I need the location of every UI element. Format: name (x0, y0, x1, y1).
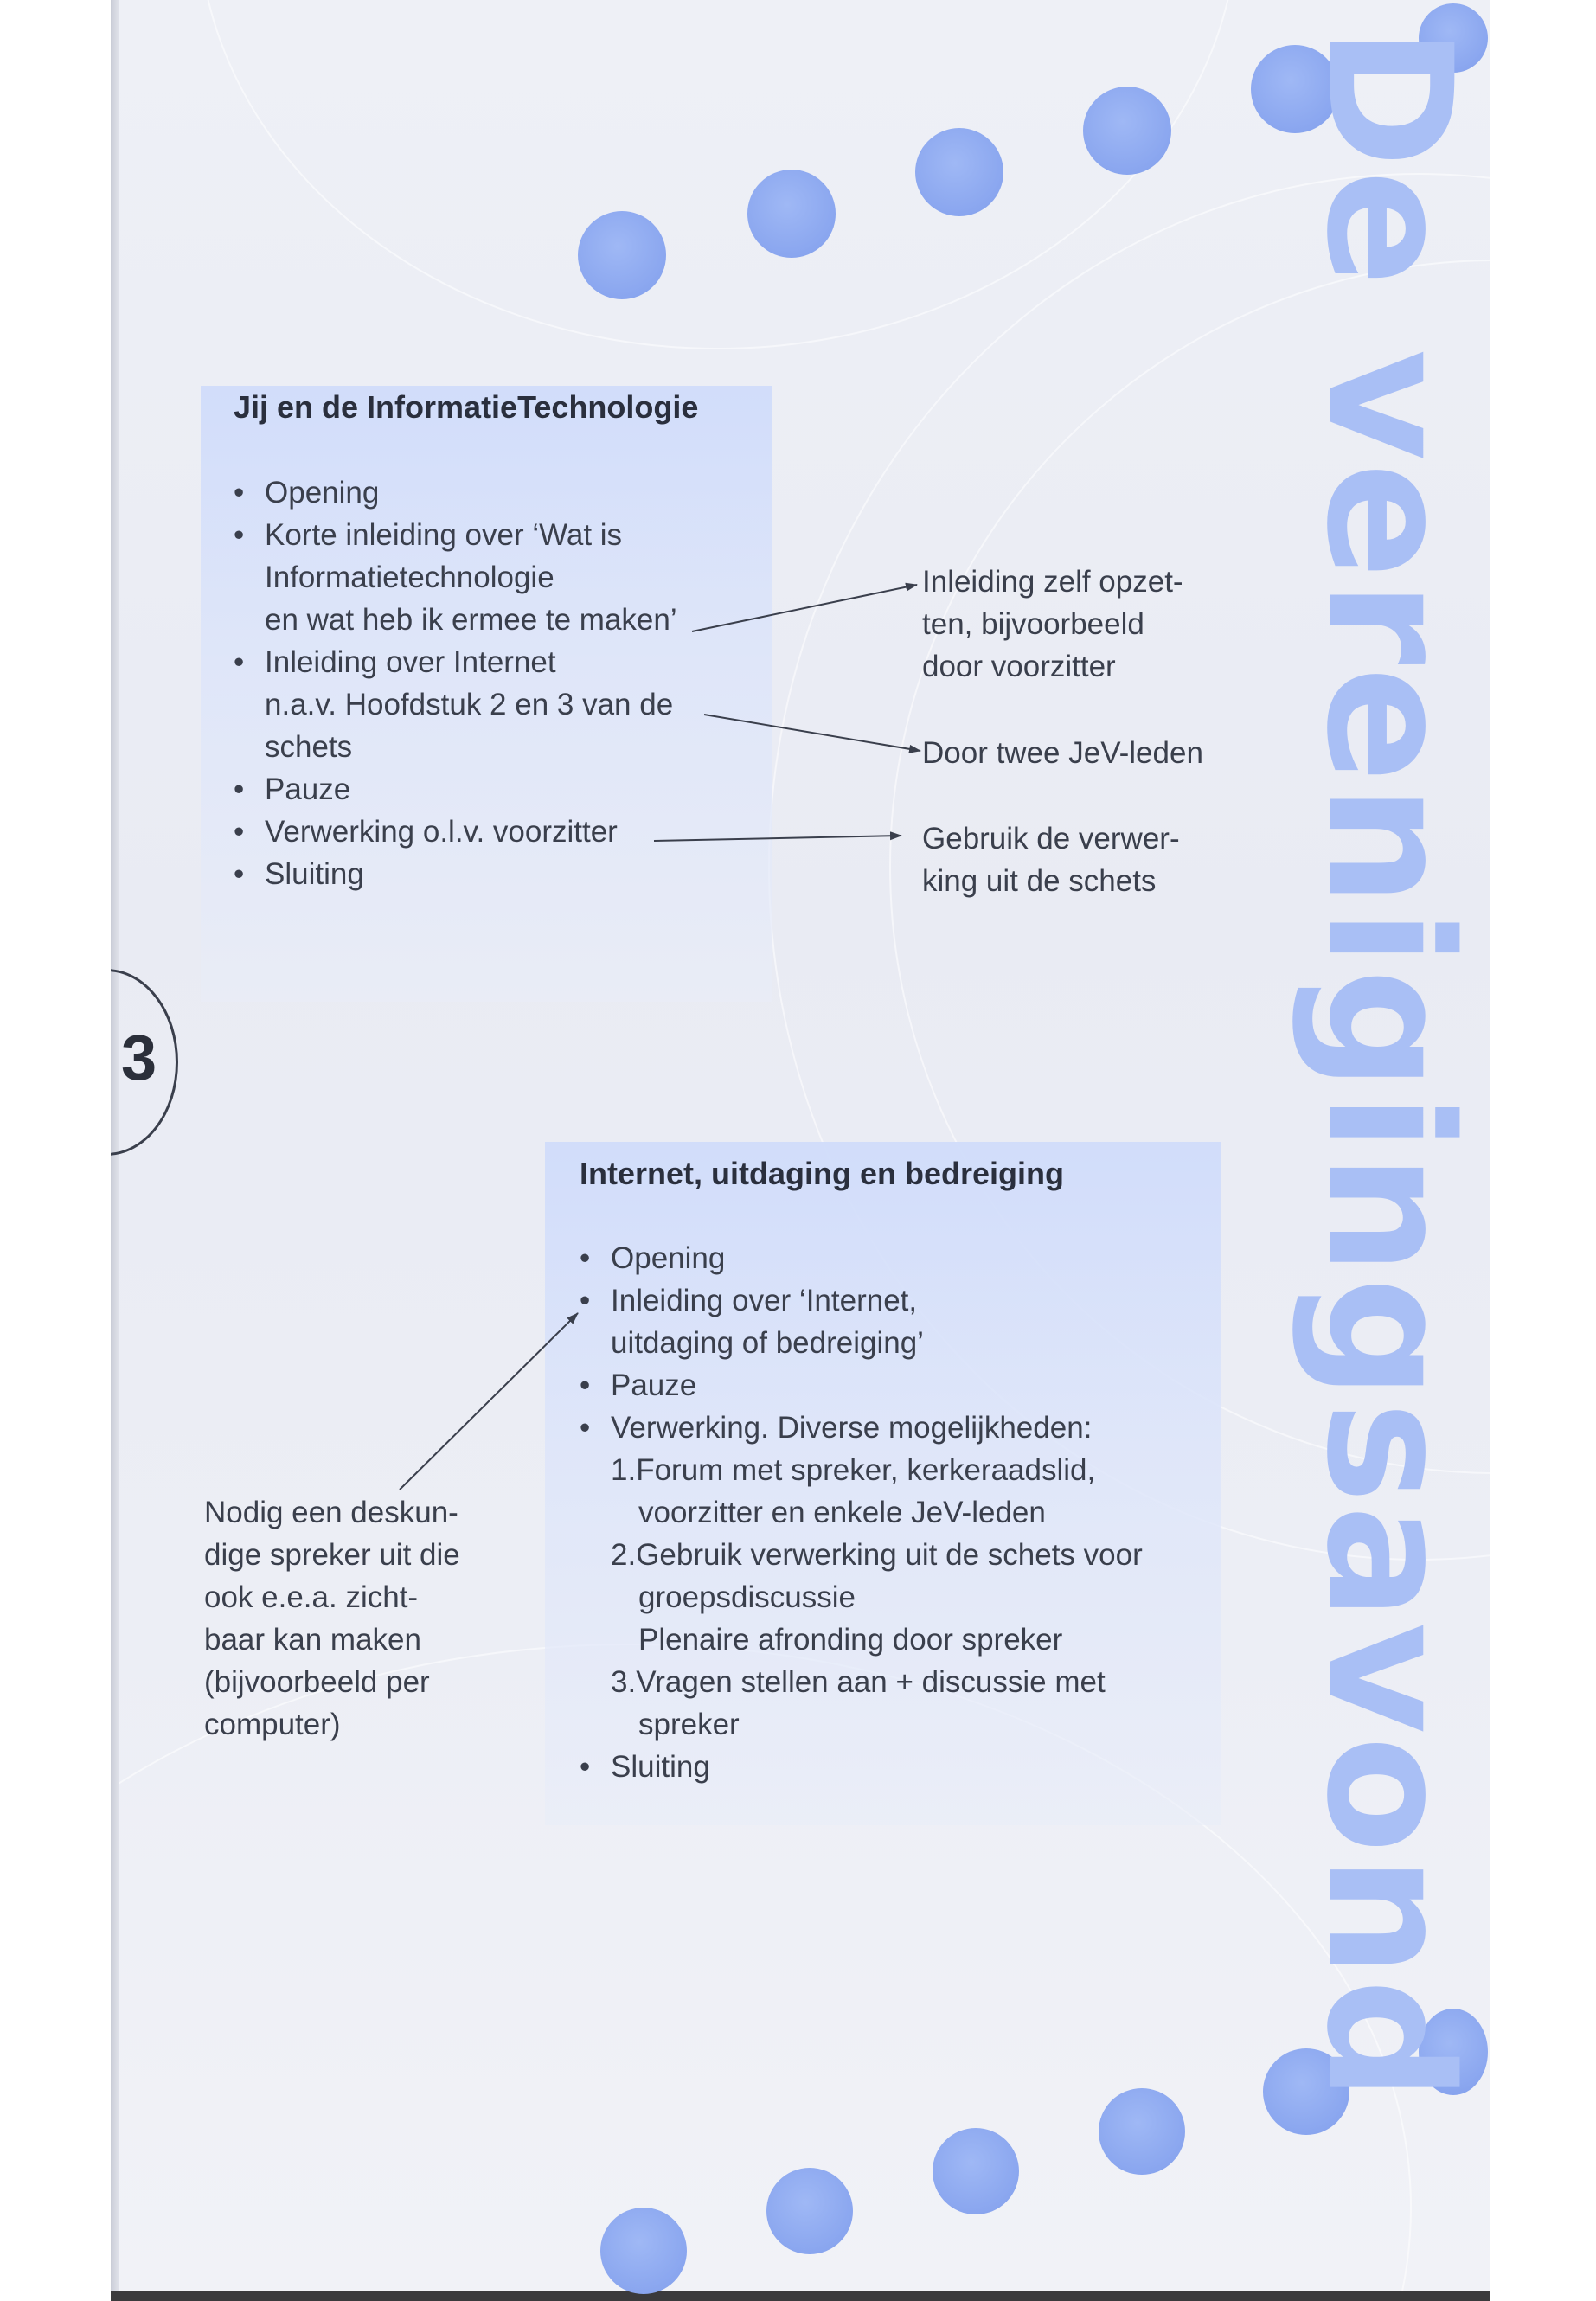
bottom-edge (111, 2291, 1490, 2301)
numbered-item-continuation: voorzitter en enkele JeV-leden (638, 1496, 1046, 1529)
list-item: • Inleiding over ‘Internet, (611, 1279, 917, 1322)
list-item: • Korte inleiding over ‘Wat is (265, 514, 622, 556)
side-note: (bijvoorbeeld per (204, 1665, 430, 1699)
decorative-dot (578, 211, 666, 299)
decorative-dot (1099, 2088, 1185, 2175)
side-title-area (1289, 26, 1489, 2266)
side-note: dige spreker uit die (204, 1538, 460, 1572)
side-title: De verenigingsavond (1289, 26, 1489, 2104)
side-note: king uit de schets (922, 864, 1157, 898)
list-item-continuation: schets (265, 730, 353, 764)
numbered-item: 1.Forum met spreker, kerkeraadslid, (611, 1453, 1096, 1487)
list-item: • Pauze (611, 1364, 696, 1407)
list-item: • Pauze (265, 768, 350, 811)
list-item: • Inleiding over Internet (265, 641, 556, 683)
numbered-item-continuation: groepsdiscussie (638, 1580, 856, 1614)
side-note: computer) (204, 1708, 341, 1741)
numbered-item-continuation: Plenaire afronding door spreker (638, 1623, 1063, 1657)
numbered-item: 3.Vragen stellen aan + discussie met (611, 1665, 1106, 1699)
list-item: • Sluiting (265, 853, 364, 895)
side-note: baar kan maken (204, 1623, 421, 1657)
side-note: door voorzitter (922, 650, 1116, 683)
side-note: Gebruik de verwer- (922, 822, 1180, 856)
list-item: • Sluiting (611, 1746, 710, 1788)
decorative-dot (933, 2128, 1019, 2214)
program-box-internet-title: Internet, uitdaging en bedreiging (580, 1156, 1065, 1191)
numbered-item: 2.Gebruik verwerking uit de schets voor (611, 1538, 1143, 1572)
list-item-continuation: n.a.v. Hoofdstuk 2 en 3 van de (265, 688, 674, 721)
list-item: • Verwerking. Diverse mogelijkheden: (611, 1407, 1092, 1449)
list-item-continuation: uitdaging of bedreiging’ (611, 1326, 924, 1360)
page-number: 3 (121, 1022, 157, 1093)
numbered-item-continuation: spreker (638, 1708, 740, 1741)
decorative-dot (766, 2168, 853, 2254)
list-item: • Verwerking o.l.v. voorzitter (265, 811, 618, 853)
list-item: • Opening (265, 471, 379, 514)
side-note: ten, bijvoorbeeld (922, 607, 1144, 641)
side-note: ook e.e.a. zicht- (204, 1580, 419, 1614)
program-box-it-title: Jij en de InformatieTechnologie (234, 389, 699, 425)
list-item: • Opening (611, 1237, 725, 1279)
list-item-continuation: en wat heb ik ermee te maken’ (265, 603, 677, 637)
decorative-dot (600, 2208, 687, 2294)
list-item-continuation: Informatietechnologie (265, 561, 554, 594)
side-note: Inleiding zelf opzet- (922, 565, 1183, 599)
decorative-dot (915, 128, 1003, 216)
decorative-dot (1083, 87, 1171, 175)
side-note: Nodig een deskun- (204, 1496, 458, 1529)
decorative-dot (747, 170, 836, 258)
side-note: Door twee JeV-leden (922, 736, 1203, 770)
